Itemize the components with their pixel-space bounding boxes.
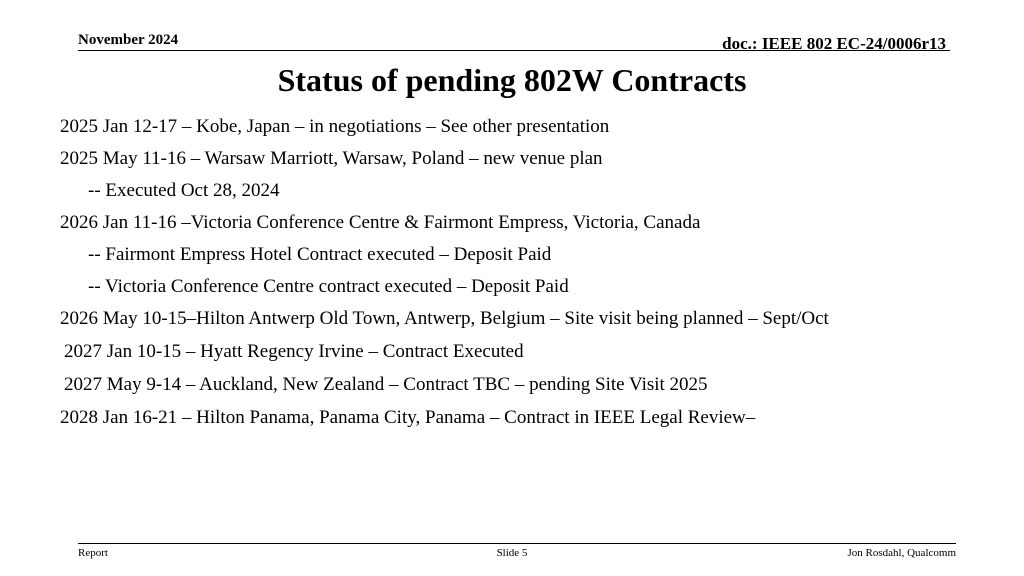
list-item: 2027 Jan 10-15 – Hyatt Regency Irvine – Contract Executed: [64, 341, 524, 362]
list-subitem: -- Victoria Conference Centre contract executed – Deposit Paid: [88, 276, 569, 297]
list-item: 2026 Jan 11-16 –Victoria Conference Centre & Fairmont Empress, Victoria, Canada: [60, 212, 701, 233]
list-item: 2025 May 11-16 – Warsaw Marriott, Warsaw, Poland – new venue plan: [60, 148, 603, 169]
footer-divider: [78, 543, 956, 544]
list-subitem: -- Fairmont Empress Hotel Contract executed – Deposit Paid: [88, 244, 552, 265]
footer-slide-number: Slide 5: [496, 547, 528, 559]
list-item: 2026 May 10-15–Hilton Antwerp Old Town, Antwerp, Belgium – Site visit being planned – Sept/Oct: [60, 308, 829, 329]
slide-title: Status of pending 802W Contracts: [277, 62, 747, 98]
header-date: November 2024: [78, 32, 179, 48]
footer-author: Jon Rosdahl, Qualcomm: [847, 547, 956, 559]
header-divider: [78, 50, 950, 51]
footer-report-label: Report: [78, 547, 108, 559]
list-item: 2027 May 9-14 – Auckland, New Zealand – Contract TBC – pending Site Visit 2025: [64, 374, 708, 395]
list-subitem: -- Executed Oct 28, 2024: [88, 180, 280, 201]
slide-body: [60, 111, 990, 434]
list-item: 2025 Jan 12-17 – Kobe, Japan – in negotiations – See other presentation: [60, 116, 610, 137]
header-doc-id: doc.: IEEE 802 EC-24/0006r13: [722, 34, 946, 53]
list-item: 2028 Jan 16-21 – Hilton Panama, Panama City, Panama – Contract in IEEE Legal Review–: [60, 407, 756, 428]
